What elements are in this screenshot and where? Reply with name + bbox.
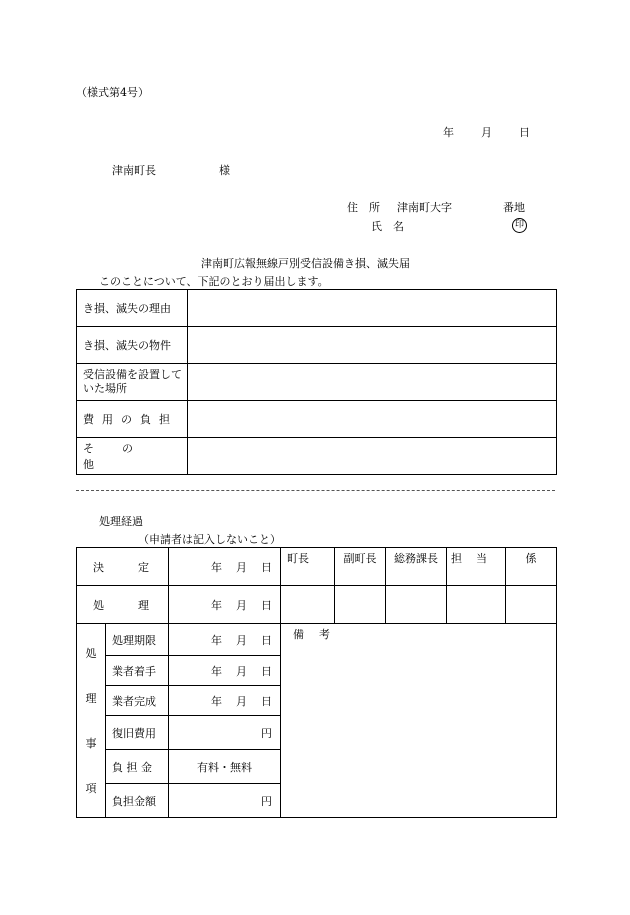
report-field-other[interactable] <box>188 438 557 475</box>
cost-field[interactable] <box>169 716 281 750</box>
report-field-cost[interactable] <box>188 401 557 438</box>
processing-date[interactable] <box>169 586 281 624</box>
report-label-object: き損、滅失の物件 <box>77 327 188 364</box>
burden-amount-yen: 円 <box>261 794 272 808</box>
processing-year: 年 <box>211 598 222 612</box>
remarks-label: 備 考 <box>293 628 332 641</box>
decision-label: 決 定 <box>77 548 169 586</box>
approver-mayor: 町長 <box>281 548 335 586</box>
form-title: 津南町広報無線戸別受信設備き損、滅失届 <box>201 257 410 270</box>
addressee-name: 津南町長 <box>112 164 156 177</box>
date-line <box>443 124 530 140</box>
seal-box-deputy-mayor[interactable] <box>335 586 386 624</box>
report-row <box>77 401 557 438</box>
seal-box-mayor[interactable] <box>281 586 335 624</box>
processing-day: 日 <box>261 598 272 612</box>
burden-option[interactable]: 有料・無料 <box>169 750 281 784</box>
decision-month: 月 <box>236 560 247 574</box>
processing-label: 処 理 <box>77 586 169 624</box>
process-table <box>76 547 557 818</box>
decision-year: 年 <box>211 560 222 574</box>
report-label-reason: き損、滅失の理由 <box>77 290 188 327</box>
report-row <box>77 327 557 364</box>
address-value: 津南町大字 <box>397 201 452 214</box>
report-row <box>77 364 557 401</box>
burden-amount-label: 負担金額 <box>106 784 169 818</box>
deadline-date[interactable]: 年 月 日 <box>169 624 281 656</box>
address-suffix: 番地 <box>503 201 525 214</box>
seal-mark: 印 <box>512 218 527 233</box>
processing-month: 月 <box>236 598 247 612</box>
report-label-other: その他 <box>77 438 188 475</box>
form-number: （様式第4号） <box>76 86 149 99</box>
date-month: 月 <box>481 126 492 139</box>
approver-general-manager: 総務課長 <box>386 548 447 586</box>
report-row <box>77 438 557 475</box>
seal-box-general-manager[interactable] <box>386 586 447 624</box>
approver-in-charge: 担当 <box>447 548 506 586</box>
seal-box-staff[interactable] <box>506 586 557 624</box>
burden-label: 負 担 金 <box>106 750 169 784</box>
process-items-side-label: 処 理 事 項 <box>77 624 106 818</box>
deadline-label: 処理期限 <box>106 624 169 656</box>
report-field-reason[interactable] <box>188 290 557 327</box>
cost-label: 復旧費用 <box>106 716 169 750</box>
report-label-cost: 費用の負担 <box>77 401 188 438</box>
approver-staff: 係 <box>506 548 557 586</box>
finish-date[interactable]: 年 月 日 <box>169 686 281 716</box>
start-label: 業者着手 <box>106 656 169 686</box>
finish-label: 業者完成 <box>106 686 169 716</box>
report-row <box>77 290 557 327</box>
decision-date[interactable] <box>169 548 281 586</box>
approver-deputy-mayor: 副町長 <box>335 548 386 586</box>
burden-amount-field[interactable] <box>169 784 281 818</box>
report-label-location: 受信設備を設置していた場所 <box>77 364 188 401</box>
process-title: 処理経過 <box>99 515 143 528</box>
date-day: 日 <box>519 126 530 139</box>
name-label: 氏 名 <box>371 220 404 233</box>
remarks-field[interactable] <box>281 624 557 818</box>
cost-yen: 円 <box>261 726 272 740</box>
decision-day: 日 <box>261 560 272 574</box>
date-year: 年 <box>443 126 454 139</box>
cut-line <box>76 490 555 491</box>
start-date[interactable]: 年 月 日 <box>169 656 281 686</box>
intro-text: このことについて、下記のとおり届出します。 <box>99 275 329 288</box>
seal-box-in-charge[interactable] <box>447 586 506 624</box>
address-label: 住 所 <box>347 201 380 214</box>
addressee-honorific: 様 <box>219 164 230 177</box>
report-field-object[interactable] <box>188 327 557 364</box>
report-field-location[interactable] <box>188 364 557 401</box>
report-table <box>76 289 557 475</box>
process-note: （申請者は記入しないこと） <box>138 533 281 546</box>
